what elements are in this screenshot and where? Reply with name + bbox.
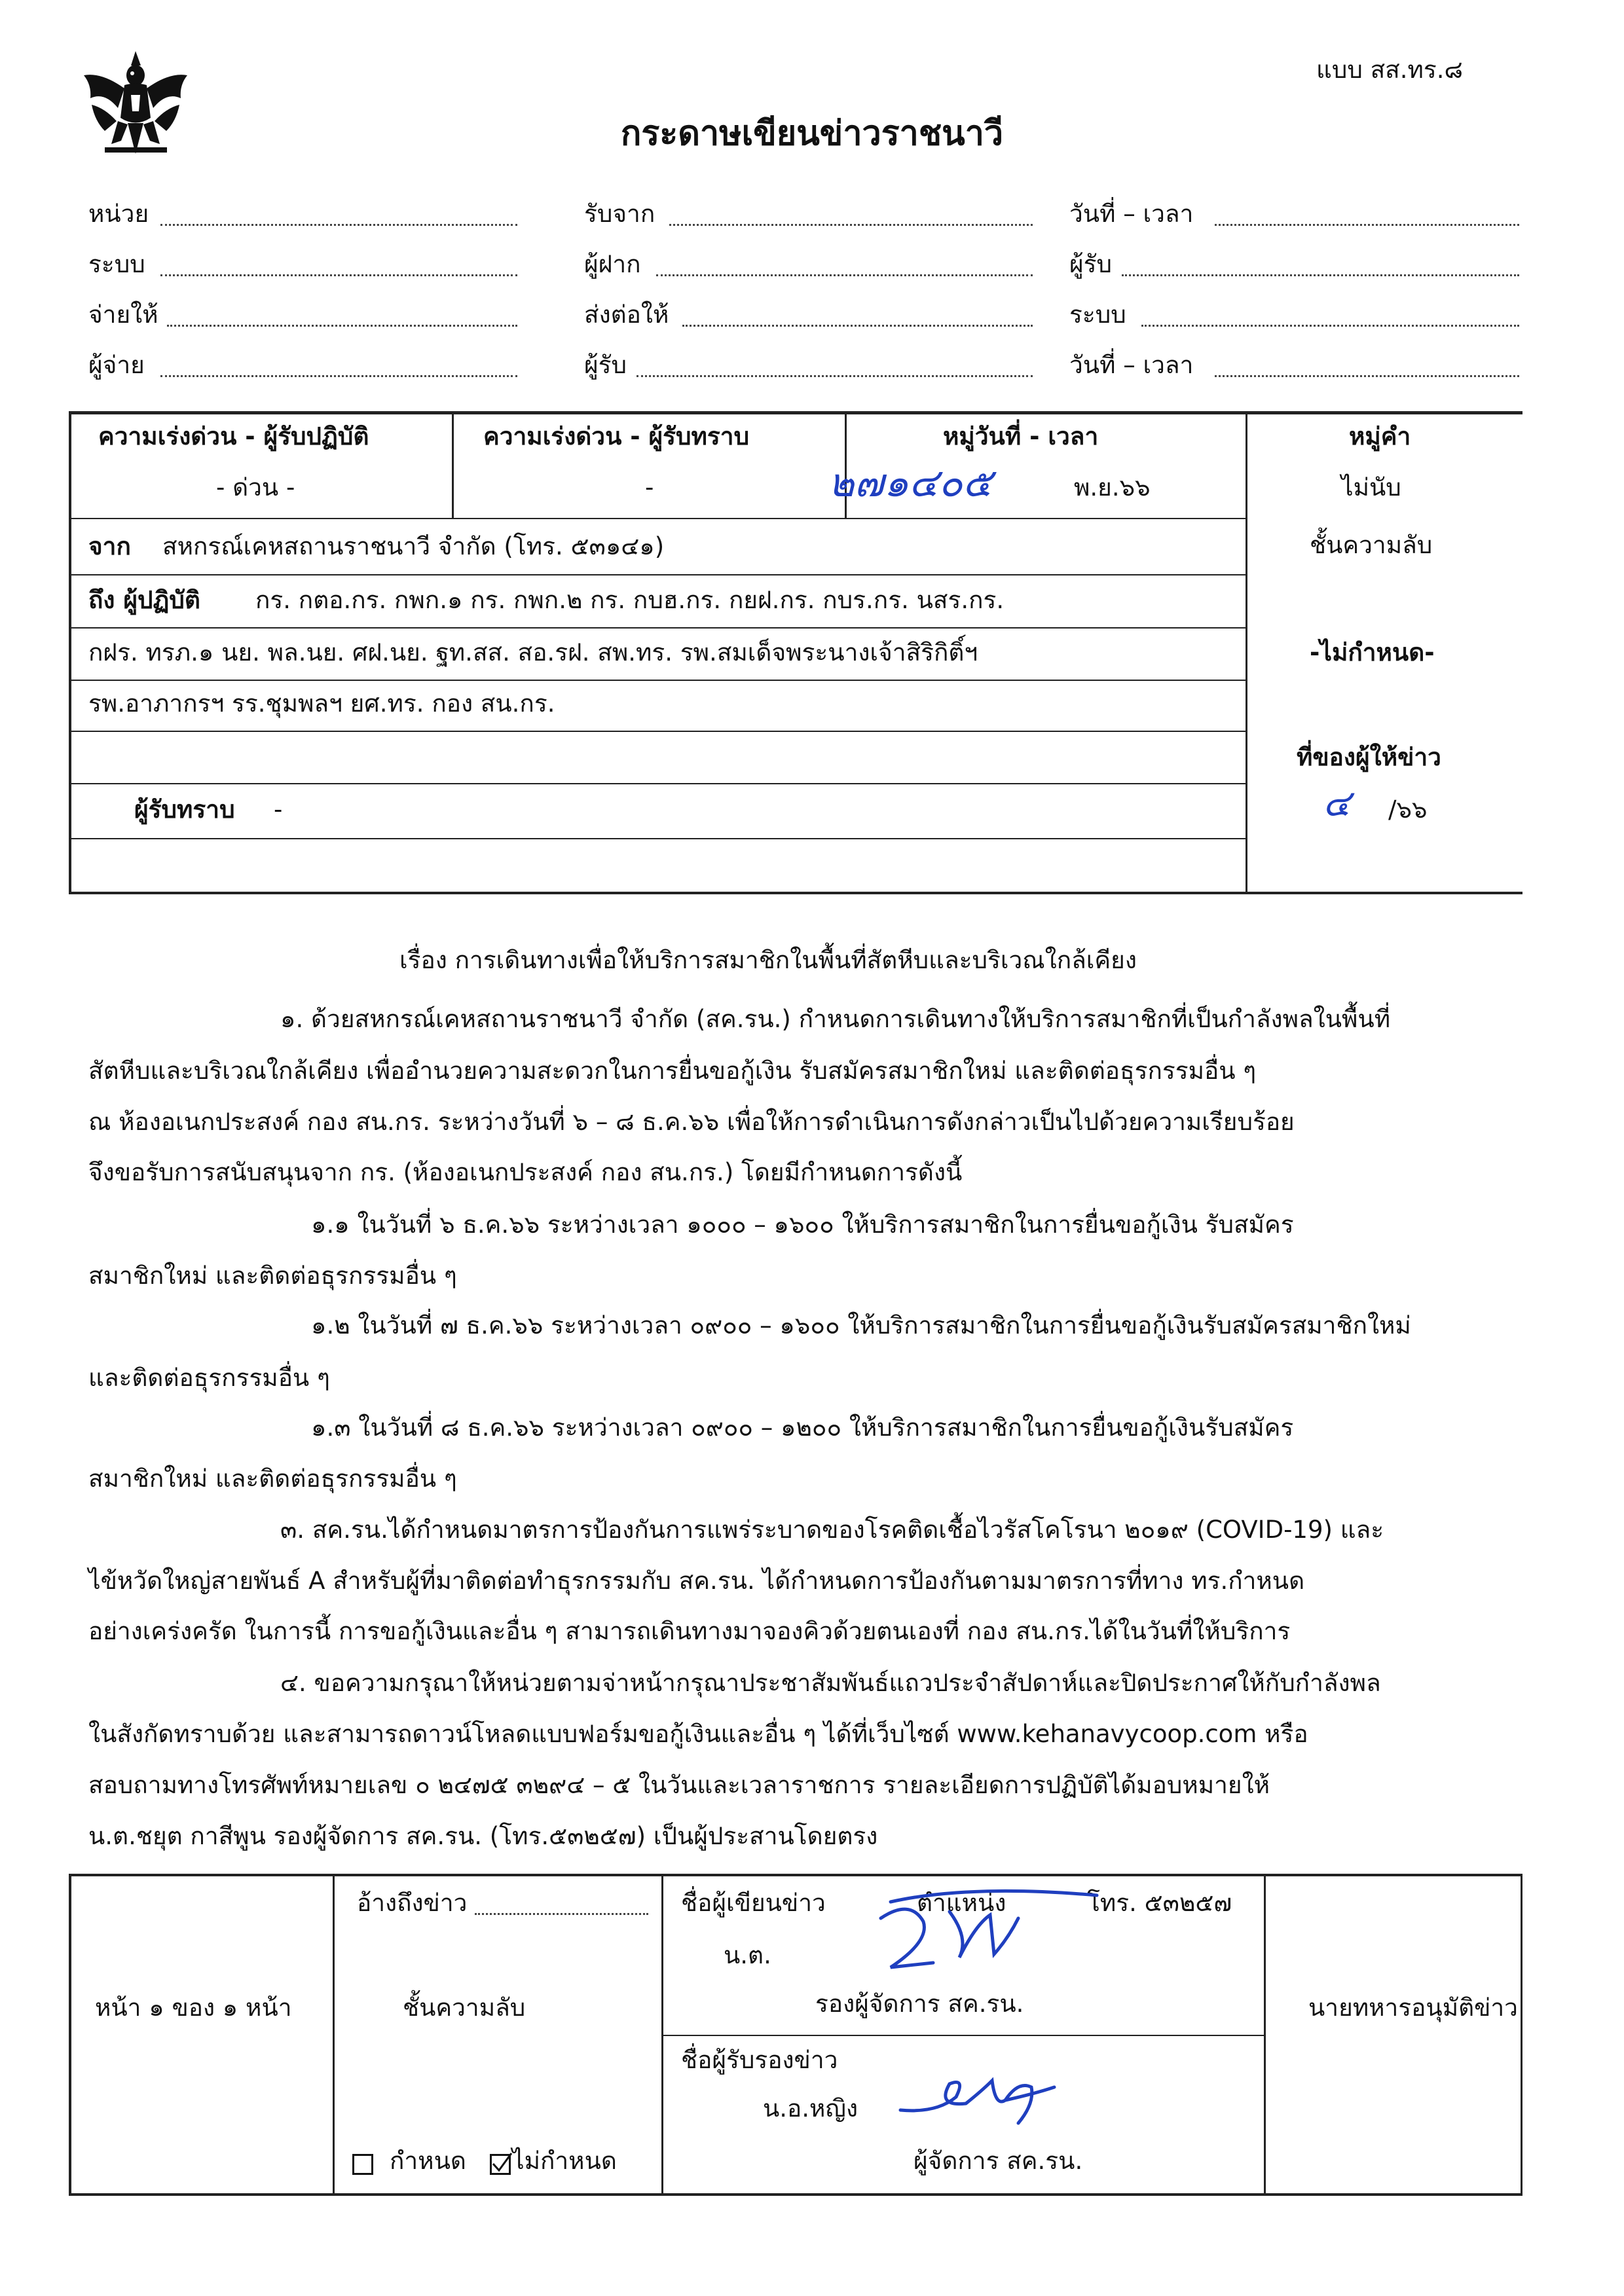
- field-datetime-1: วันที่ – เวลา: [1069, 200, 1194, 228]
- dtg-handwritten: ๒๗๑๔๐๕: [828, 460, 993, 506]
- body-line: ๑.๑ ในวันที่ ๖ ธ.ค.๖๖ ระหว่างเวลา ๑๐๐๐ – ๑๖๐๐ ให้บริการสมาชิกในการยื่นขอกู้เงิน รับสมัคร: [311, 1211, 1294, 1239]
- originator-ref-label: ที่ของผู้ให้ข่าว: [1297, 743, 1441, 771]
- urgency-info-label: ความเร่งด่วน - ผู้รับทราบ: [483, 422, 750, 450]
- field-unit: หน่วย: [88, 200, 149, 228]
- field-depositor: ผู้ฝาก: [584, 250, 641, 278]
- body-line: ณ ห้องอเนกประสงค์ กอง สน.กร. ระหว่างวันที่ ๖ – ๘ ธ.ค.๖๖ เพื่อให้การดำเนินการดังกล่าวเป็นไปด้วยความเรียบร้อย: [88, 1108, 1295, 1136]
- field-payer: ผู้จ่าย: [88, 351, 145, 379]
- footer-signature-divider: [661, 2035, 1265, 2036]
- field-receiver-blank[interactable]: [637, 375, 1033, 377]
- body-line: สมาชิกใหม่ และติดต่อธุรกรรมอื่น ๆ: [88, 1262, 457, 1290]
- reference-blank[interactable]: [475, 1913, 648, 1915]
- subject: เรื่อง การเดินทางเพื่อให้บริการสมาชิกในพื้นที่สัตหีบและบริเวณใกล้เคียง: [399, 946, 1137, 974]
- classification-value: -ไม่กำหนด-: [1310, 638, 1435, 666]
- body-line: ๑.๒ ในวันที่ ๗ ธ.ค.๖๖ ระหว่างเวลา ๐๙๐๐ – ๑๖๐๐ ให้บริการสมาชิกในการยื่นขอกู้เงินรับสมัครสมาชิกใหม่: [311, 1311, 1411, 1339]
- footer-bottom-rule: [69, 2193, 1522, 2196]
- classification-unset-checkbox[interactable]: [490, 2154, 511, 2175]
- to-line-3: รพ.อาภากรฯ รร.ชุมพลฯ ยศ.ทร. กอง สน.กร.: [88, 689, 555, 718]
- field-pay-to-blank[interactable]: [167, 325, 517, 327]
- certifier-position: ผู้จัดการ สค.รน.: [913, 2147, 1083, 2175]
- body-line: สอบถามทางโทรศัพท์หมายเลข ๐ ๒๔๗๕ ๓๒๙๔ – ๕ ในวันและเวลาราชการ รายละเอียดการปฏิบัติได้มอบหมายให้: [88, 1771, 1270, 1799]
- originator-ref-handwritten: ๔: [1323, 782, 1351, 825]
- field-forward-to: ส่งต่อให้: [584, 301, 669, 329]
- form-code: แบบ สส.ทร.๘: [1316, 56, 1464, 84]
- urgency-info-value: -: [645, 473, 654, 501]
- body-line: ๔. ขอความกรุณาให้หน่วยตามจ่าหน้ากรุณาประชาสัมพันธ์แถวประจำสัปดาห์และปิดประกาศให้กับกำลังพล: [280, 1669, 1381, 1697]
- group-count-label: หมู่คำ: [1349, 422, 1411, 450]
- field-unit-blank[interactable]: [160, 224, 517, 226]
- grid-rule-info: [69, 838, 1247, 839]
- to-line-2: กฝร. ทรภ.๑ นย. พล.นย. ศฝ.นย. ฐท.สส. สอ.รฝ. สพ.ทร. รพ.สมเด็จพระนางเจ้าสิริกิติ์ฯ: [88, 638, 978, 666]
- field-datetime-2: วันที่ – เวลา: [1069, 351, 1194, 379]
- field-received-from: รับจาก: [584, 200, 655, 228]
- grid-left-border: [69, 411, 71, 894]
- reference-label: อ้างถึงข่าว: [357, 1889, 468, 1917]
- field-pay-to: จ่ายให้: [88, 301, 158, 329]
- urgency-action-label: ความเร่งด่วน - ผู้รับปฏิบัติ: [98, 422, 369, 450]
- body-line: ในสังกัดทราบด้วย และสามารถดาวน์โหลดแบบฟอร์มขอกู้เงินและอื่น ๆ ได้ที่เว็บไซต์ www.kehanavycoop.com หรือ: [88, 1720, 1308, 1748]
- position-label: ตำแหน่ง: [917, 1889, 1006, 1917]
- from-label: จาก: [88, 532, 131, 560]
- dtg-month: พ.ย.๖๖: [1074, 473, 1151, 501]
- approver-label: นายทหารอนุมัติข่าว: [1308, 1994, 1518, 2022]
- form-title: กระดาษเขียนข่าวราชนาวี: [620, 114, 1004, 153]
- field-payer-blank[interactable]: [160, 375, 517, 377]
- grid-top-rule: [69, 411, 1522, 414]
- footer-left-border: [69, 1874, 71, 2196]
- field-datetime-1-blank[interactable]: [1215, 224, 1519, 226]
- grid-rule-blank: [69, 783, 1247, 784]
- footer-classification-label: ชั้นความลับ: [403, 1994, 526, 2022]
- body-line: สัตหีบและบริเวณใกล้เคียง เพื่ออำนวยความสะดวกในการยื่นขอกู้เงิน รับสมัครสมาชิกใหม่ และติดต่อธุรกรรมอื่น ๆ: [88, 1057, 1257, 1085]
- body-line: ไข้หวัดใหญ่สายพันธ์ A สำหรับผู้ที่มาติดต่อทำธุรกรรมกับ สค.รน. ได้กำหนดการป้องกันตามมาตรการที่ทาง ทร.กำหนด: [88, 1567, 1305, 1595]
- grid-rule-from: [69, 574, 1247, 575]
- to-line-1: กร. กตอ.กร. กพก.๑ กร. กพก.๒ กร. กบฮ.กร. กยฝ.กร. กบร.กร. นสร.กร.: [255, 586, 1005, 614]
- body-line: ๑.๓ ในวันที่ ๘ ธ.ค.๖๖ ระหว่างเวลา ๐๙๐๐ – ๑๒๐๐ ให้บริการสมาชิกในการยื่นขอกู้เงินรับสมัคร: [311, 1413, 1294, 1442]
- from-value: สหกรณ์เคหสถานราชนาวี จำกัด (โทร. ๕๓๑๔๑): [162, 532, 665, 560]
- body-line: อย่างเคร่งครัด ในการนี้ การขอกู้เงินและอื่น ๆ สามารถเดินทางมาจองคิวด้วยตนเองที่ กอง สน.กร.ได้ในวันที่ให้บริการ: [88, 1617, 1291, 1645]
- certifier-label: ชื่อผู้รับรองข่าว: [681, 2046, 838, 2074]
- group-count-value: ไม่นับ: [1341, 473, 1401, 501]
- body-line: จึงขอรับการสนับสนุนจาก กร. (ห้องอเนกประสงค์ กอง สน.กร.) โดยมีกำหนดการดังนี้: [88, 1158, 963, 1186]
- checkmark-icon: [490, 2152, 513, 2174]
- body-line: ๓. สค.รน.ได้กำหนดมาตรการป้องกันการแพร่ระบาดของโรคติดเชื้อไวรัสโคโรนา ๒๐๑๙ (COVID-19) และ: [280, 1516, 1384, 1544]
- grid-col-divider-1: [452, 411, 454, 519]
- field-system: ระบบ: [88, 250, 145, 278]
- info-value: -: [274, 795, 283, 824]
- field-system-2: ระบบ: [1069, 301, 1126, 329]
- writer-label: ชื่อผู้เขียนข่าว: [681, 1889, 826, 1917]
- field-depositor-blank[interactable]: [656, 274, 1033, 276]
- writer-rank: น.ต.: [724, 1941, 771, 1969]
- body-line: น.ต.ชยุต กาสีพูน รองผู้จัดการ สค.รน. (โทร.๕๓๒๕๗) เป็นผู้ประสานโดยตรง: [88, 1822, 878, 1850]
- page-number: หน้า ๑ ของ ๑ หน้า: [95, 1994, 292, 2022]
- field-receiver: ผู้รับ: [584, 351, 627, 379]
- grid-rule-urgency: [69, 518, 1247, 519]
- originator-ref-year: /๖๖: [1388, 795, 1428, 824]
- classification-set-checkbox[interactable]: [352, 2154, 373, 2175]
- field-system-blank[interactable]: [160, 274, 517, 276]
- field-system-2-blank[interactable]: [1141, 325, 1519, 327]
- footer-top-rule: [69, 1874, 1522, 1876]
- field-receiver-2: ผู้รับ: [1069, 250, 1113, 278]
- classification-unset-label: ไม่กำหนด: [512, 2147, 617, 2175]
- classification-label: ชั้นความลับ: [1310, 531, 1433, 559]
- body-line: ๑. ด้วยสหกรณ์เคหสถานราชนาวี จำกัด (สค.รน.) กำหนดการเดินทางให้บริการสมาชิกที่เป็นกำลังพลในพื้นที่: [280, 1005, 1391, 1033]
- footer-right-border: [1521, 1874, 1522, 2196]
- urgency-action-value: - ด่วน -: [216, 473, 295, 501]
- field-received-from-blank[interactable]: [669, 224, 1033, 226]
- body-line: และติดต่อธุรกรรมอื่น ๆ: [88, 1364, 330, 1392]
- writer-signature: [819, 1886, 1107, 1990]
- field-forward-to-blank[interactable]: [682, 325, 1033, 327]
- grid-bottom-rule: [69, 892, 1522, 894]
- dtg-label: หมู่วันที่ - เวลา: [943, 422, 1099, 450]
- grid-right-column-divider: [1246, 411, 1247, 894]
- grid-rule-to-3: [69, 731, 1247, 732]
- to-label: ถึง ผู้ปฏิบัติ: [88, 586, 200, 614]
- grid-rule-to-2: [69, 680, 1247, 681]
- field-datetime-2-blank[interactable]: [1215, 375, 1519, 377]
- writer-position: รองผู้จัดการ สค.รน.: [815, 1990, 1024, 2018]
- writer-phone: โทร. ๕๓๒๕๗: [1087, 1889, 1232, 1917]
- field-receiver-2-blank[interactable]: [1122, 274, 1519, 276]
- certifier-signature: [897, 2061, 1067, 2133]
- body-line: สมาชิกใหม่ และติดต่อธุรกรรมอื่น ๆ: [88, 1465, 457, 1493]
- certifier-rank: น.อ.หญิง: [763, 2094, 858, 2123]
- info-label: ผู้รับทราบ: [134, 795, 235, 824]
- footer-col-divider-1: [333, 1874, 335, 2196]
- grid-rule-to-1: [69, 627, 1247, 629]
- classification-set-label: กำหนด: [390, 2147, 466, 2175]
